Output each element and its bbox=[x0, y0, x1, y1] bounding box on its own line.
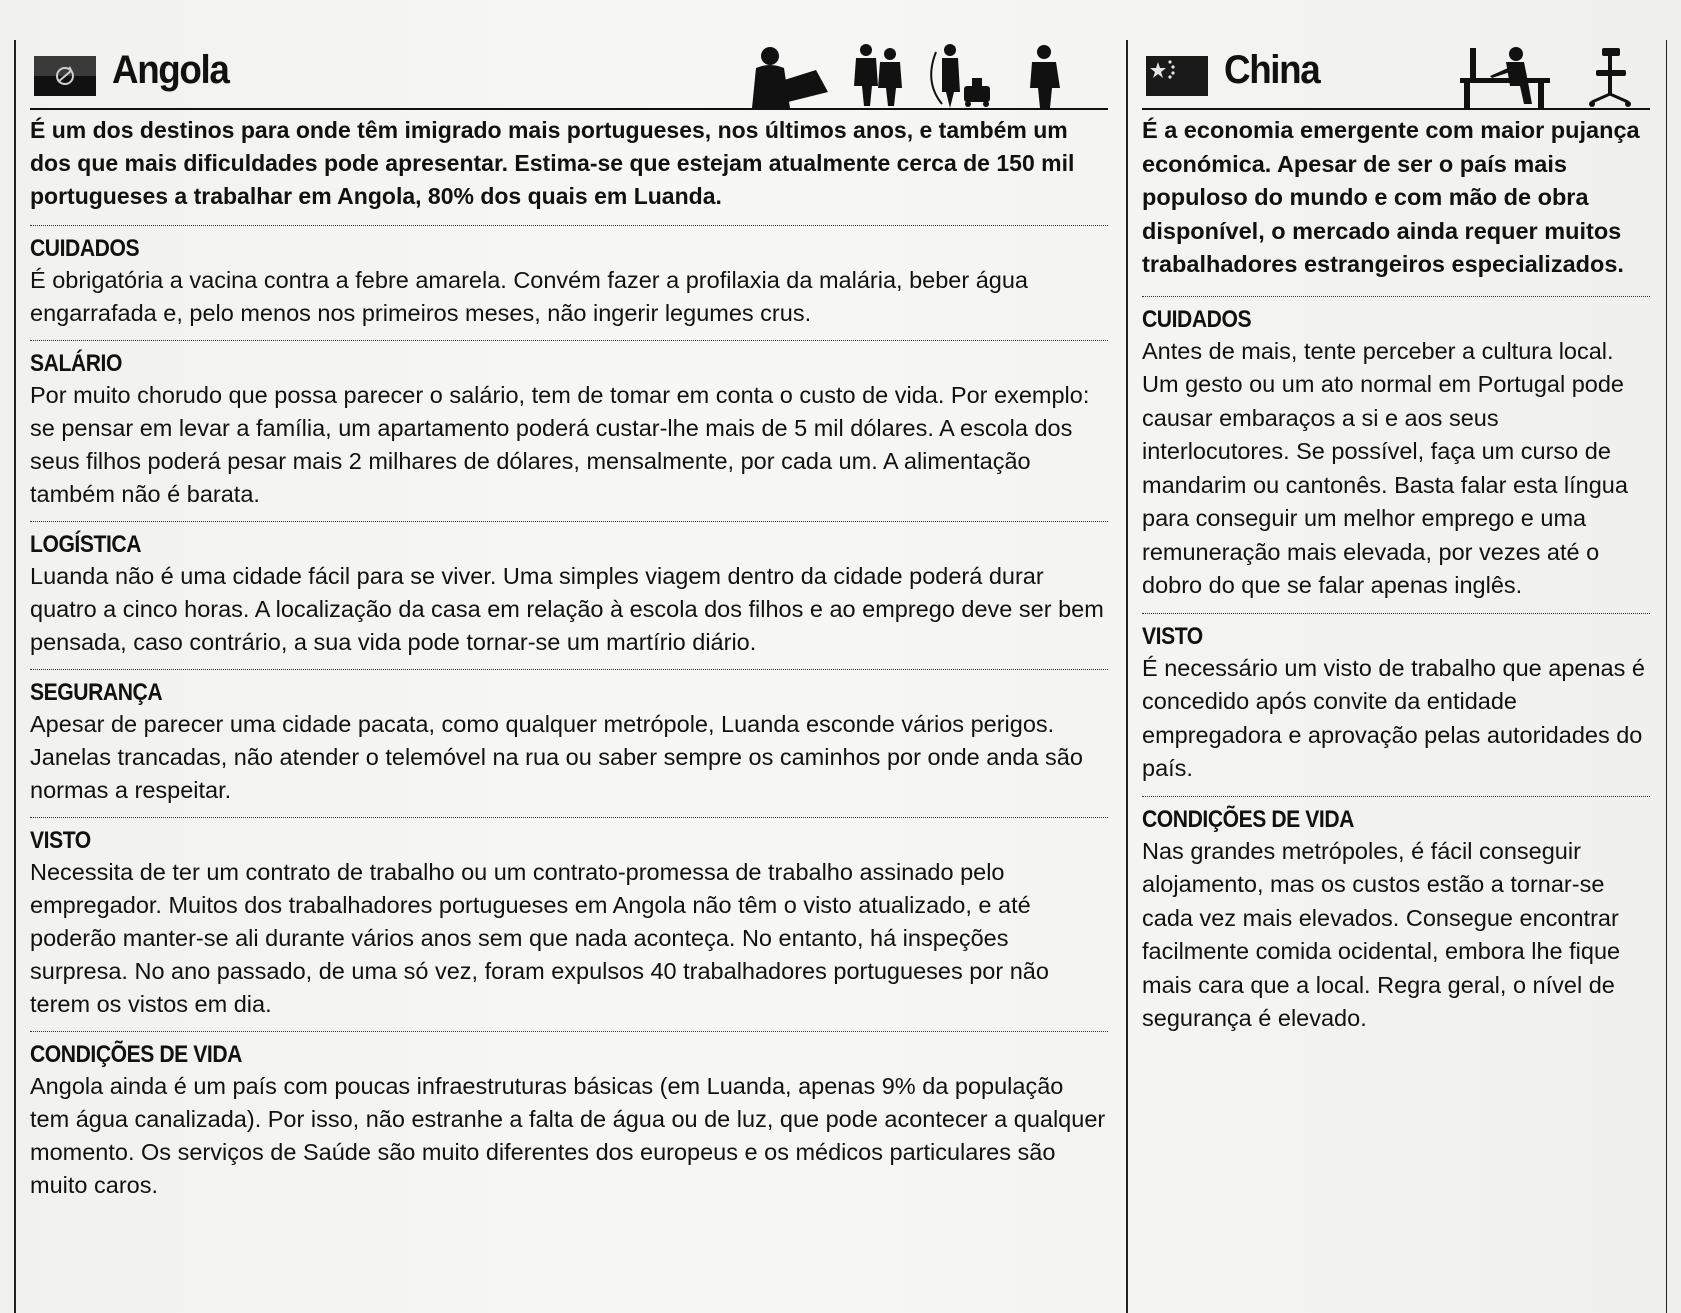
angola-section-visto bbox=[30, 818, 1108, 1032]
workers-silhouettes-icon bbox=[728, 42, 1108, 108]
section-body: É necessário um visto de trabalho que apenas é concedido após convite da entidade empregadora e aprovação pelas autoridades do país. bbox=[1142, 654, 1645, 781]
angola-header bbox=[30, 42, 1108, 110]
angola-section-salario bbox=[30, 341, 1108, 522]
country-title: China bbox=[1224, 48, 1320, 92]
china-header bbox=[1142, 42, 1650, 110]
angola-column bbox=[30, 42, 1108, 1212]
country-title: Angola bbox=[112, 48, 229, 92]
china-intro: É a economia emergente com maior pujança económica. Apesar de ser o país mais populoso do mundo e com mão de obra disponível, o mercado ainda requer muitos trabalhadores estrangeiros especializados. bbox=[1142, 114, 1650, 297]
angola-section-logistica bbox=[30, 522, 1108, 670]
section-title: VISTO bbox=[1142, 622, 1203, 650]
section-body: Necessita de ter um contrato de trabalho ou um contrato-promessa de trabalho assinado pelo empregador. Muitos dos trabalhadores portugueses em Angola não têm o visto atualizado, e até poderão manter-se ali durante vários anos sem que nada aconteça. No entanto, há inspeções surpresa. No ano passado, de uma só vez, foram expulsos 40 trabalhadores portugueses por não terem os vistos em dia. bbox=[30, 859, 1049, 1017]
section-body: Nas grandes metrópoles, é fácil conseguir alojamento, mas os custos estão a tornar-se cada vez mais elevados. Consegue encontrar facilmente comida ocidental, embora lhe fique mais cara que a local. Regra geral, o nível de segurança é elevado. bbox=[1142, 837, 1621, 1031]
section-title: CONDIÇÕES DE VIDA bbox=[1142, 805, 1354, 833]
angola-section-condicoes-de-vida bbox=[30, 1032, 1108, 1212]
section-body: Apesar de parecer uma cidade pacata, como qualquer metrópole, Luanda esconde vários perigos. Janelas trancadas, não atender o telemóvel na rua ou saber sempre os caminhos por onde anda são normas a respeitar. bbox=[30, 711, 1083, 803]
china-section-cuidados bbox=[1142, 297, 1650, 614]
section-title: CONDIÇÕES DE VIDA bbox=[30, 1041, 242, 1068]
left-column-rule bbox=[14, 40, 16, 1313]
right-column-rule bbox=[1666, 40, 1667, 1313]
office-worker-silhouette-icon bbox=[1460, 42, 1650, 108]
china-section-visto bbox=[1142, 614, 1650, 797]
angola-section-cuidados bbox=[30, 226, 1108, 341]
section-body: Luanda não é uma cidade fácil para se viver. Uma simples viagem dentro da cidade poderá durar quatro a cinco horas. A localização da casa em relação à escola dos filhos e ao emprego deve ser bem pensada, caso contrário, a sua vida pode tornar-se um martírio diário. bbox=[30, 563, 1104, 655]
section-title: VISTO bbox=[30, 827, 91, 854]
center-column-rule bbox=[1126, 40, 1128, 1313]
china-flag-icon bbox=[1146, 56, 1208, 96]
section-body: Por muito chorudo que possa parecer o salário, tem de tomar em conta o custo de vida. Por exemplo: se pensar em levar a família, um apartamento poderá custar-lhe mais de 5 mil dólares. A escola dos seus filhos poderá pesar mais 2 milhares de dólares, mensalmente, por cada um. A alimentação também não é barata. bbox=[30, 382, 1090, 507]
section-title: LOGÍSTICA bbox=[30, 531, 142, 558]
china-section-condicoes-de-vida bbox=[1142, 797, 1650, 1046]
section-body: Antes de mais, tente perceber a cultura local. Um gesto ou um ato normal em Portugal pode causar embaraços a si e aos seus interlocutores. Se possível, faça um curso de mandarim ou cantonês. Basta falar esta língua para conseguir um melhor emprego e uma remuneração mais elevada, por vezes até o dobro do que se falar apenas inglês. bbox=[1142, 337, 1628, 598]
china-column bbox=[1142, 42, 1650, 1046]
section-body: Angola ainda é um país com poucas infraestruturas básicas (em Luanda, apenas 9% da população tem água canalizada). Por isso, não estranhe a falta de água ou de luz, que pode acontecer a qualquer momento. Os serviços de Saúde são muito diferentes dos europeus e os médicos particulares são muito caros. bbox=[30, 1073, 1106, 1198]
angola-flag-icon bbox=[34, 56, 96, 96]
section-title: SEGURANÇA bbox=[30, 679, 163, 706]
section-body: É obrigatória a vacina contra a febre amarela. Convém fazer a profilaxia da malária, beber água engarrafada e, pelo menos nos primeiros meses, não ingerir legumes crus. bbox=[30, 267, 1028, 326]
section-title: SALÁRIO bbox=[30, 350, 122, 377]
section-title: CUIDADOS bbox=[1142, 305, 1252, 333]
section-title: CUIDADOS bbox=[30, 235, 140, 262]
angola-section-seguranca bbox=[30, 670, 1108, 818]
angola-intro: É um dos destinos para onde têm imigrado mais portugueses, nos últimos anos, e também um dos que mais dificuldades pode apresentar. Estima-se que estejam atualmente cerca de 150 mil portugueses a trabalhar em Angola, 80% dos quais em Luanda. bbox=[30, 114, 1108, 226]
